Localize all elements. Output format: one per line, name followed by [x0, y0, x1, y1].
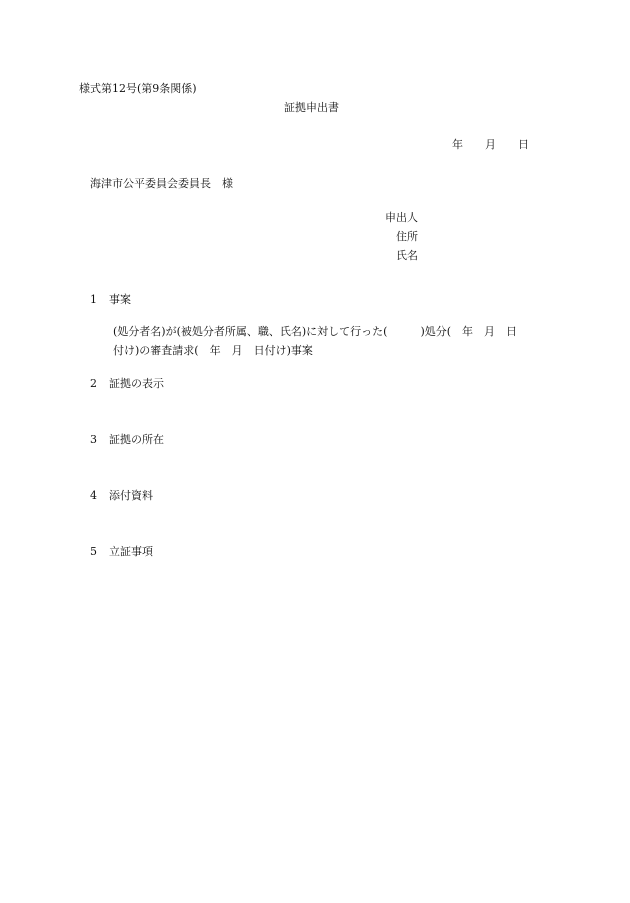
- addressee: 海津市公平委員会委員長 様: [90, 177, 233, 190]
- date-year: 年: [452, 138, 463, 151]
- section-number: 2: [90, 377, 97, 390]
- section-attachments: [90, 489, 153, 502]
- applicant-name-label: 氏名: [396, 249, 418, 262]
- section-case-body: [113, 322, 517, 360]
- date-day: 日: [518, 138, 529, 151]
- section-number: 4: [90, 489, 97, 502]
- section-title: 添付資料: [109, 489, 153, 502]
- section-title: 証拠の表示: [109, 377, 164, 390]
- date-month: 月: [485, 138, 496, 151]
- section-proof-matters: [90, 545, 153, 558]
- case-body-line-2: 付け)の審査請求( 年 月 日付け)事案: [113, 344, 313, 357]
- section-title: 立証事項: [109, 545, 153, 558]
- section-evidence-display: [90, 377, 164, 390]
- document-title: 証拠申出書: [284, 101, 339, 114]
- date-line: [452, 138, 529, 151]
- section-number: 5: [90, 545, 97, 558]
- applicant-label: 申出人: [385, 211, 418, 224]
- applicant-address-label: 住所: [396, 230, 418, 243]
- section-title: 事案: [109, 293, 131, 306]
- form-number: 様式第12号(第9条関係): [79, 82, 197, 95]
- section-number: 3: [90, 433, 97, 446]
- section-evidence-location: [90, 433, 164, 446]
- section-number: 1: [90, 293, 97, 306]
- case-body-line-1: (処分者名)が(被処分者所属、職、氏名)に対して行った( )処分( 年 月 日: [113, 325, 518, 338]
- section-case: [90, 293, 131, 306]
- applicant-block: [382, 211, 418, 268]
- section-title: 証拠の所在: [109, 433, 164, 446]
